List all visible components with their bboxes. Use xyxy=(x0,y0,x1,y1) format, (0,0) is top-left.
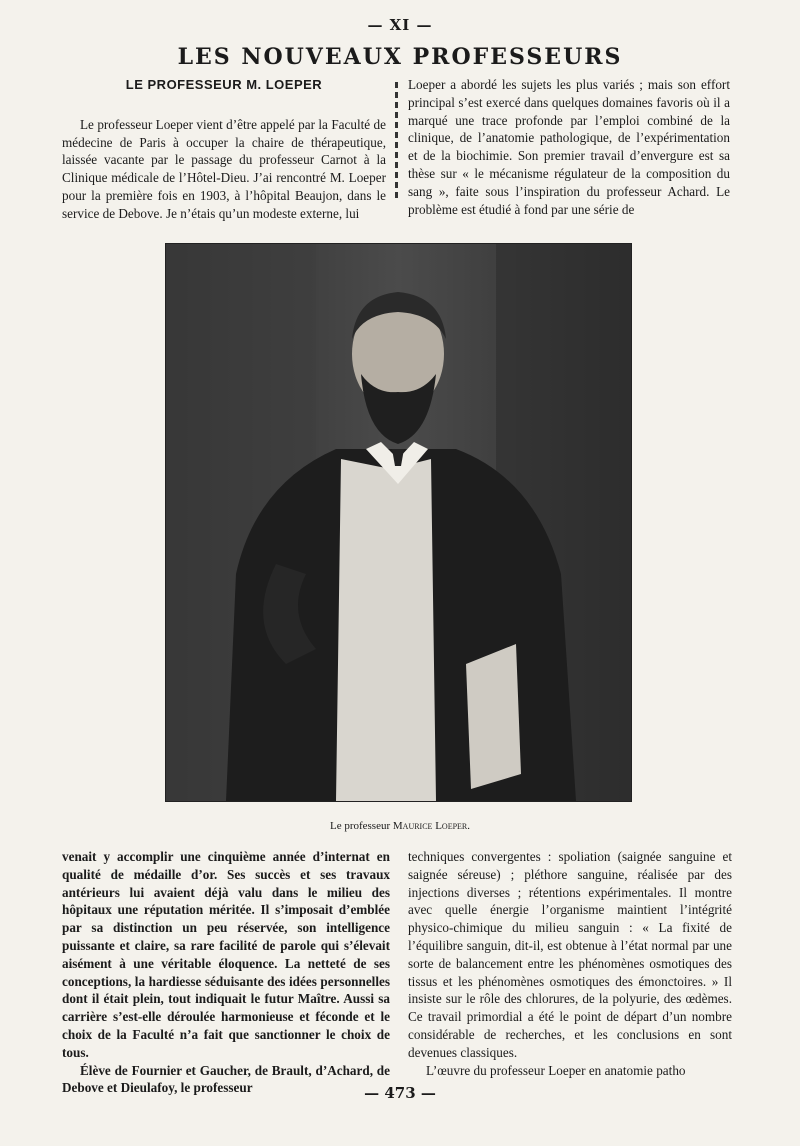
column-bottom-left xyxy=(62,848,390,1097)
column-bottom-right xyxy=(408,848,732,1079)
photo-caption xyxy=(0,820,800,832)
paragraph: venait y accomplir une cinquième année d’internat en qualité de médaille d’or. Ses succès et ses travaux antérieurs lui avaient déjà valu dans le milieu des hôpitaux une réputation méritée. Il s’imposait d’emblée par sa distinction un peu réservée, son intelligence puissante et claire, sa rare facilité de parole qui s’élevait aisément à une véritable éloquence. La netteté de ses conceptions, la hardiesse séduisante des idées personnelles dont il était plein, tout indiquait le futur Maître. Aussi sa carrière s’est-elle déroulée harmonieuse et féconde et le choix de la Faculté n’a fait que sanctionner le choix de tous. xyxy=(62,849,390,1060)
column-top-right xyxy=(408,76,730,218)
page-title: LES NOUVEAUX PROFESSEURS xyxy=(177,44,623,70)
paragraph: L’œuvre du professeur Loeper en anatomie patho xyxy=(426,1062,686,1078)
column-divider xyxy=(395,82,398,202)
article-subtitle: LE PROFESSEUR M. LOEPER xyxy=(125,77,323,92)
paragraph: Loeper a abordé les sujets les plus variés ; mais son effort principal s’est exercé dans quelques domaines favoris où il a marqué une trace profonde par l’emploi combiné de la clinique, de l’anatomie pathologique, de l’expérimentation et de la biochimie. Son premier travail d’envergure est sa thèse sur « le mécanisme régulateur de la composition du sang », faite sous l’inspiration du professeur Achard. Le problème est étudié à fond par une série de xyxy=(408,77,730,217)
page-number: — 473 — xyxy=(364,1084,436,1102)
page-roman-numeral: — XI — xyxy=(367,16,433,34)
paragraph: techniques convergentes : spoliation (saignée sanguine et saignée séreuse) ; pléthore sanguine, réalisée par des injections diverses ; rétentions expérimentales. Il montre avec quelle énergie l’organisme maintient l’intégrité physico-chimique du milieu sanguin : « La fixité de l’équilibre sanguin, dit-il, est obtenue à l’état normal par une sorte de balancement entre les phénomènes osmotiques des tissus et les phénomènes osmotiques des émonctoires. » Il insiste sur le rôle des chlorures, de la polyurie, des œdèmes. Ce travail primordial a été le point de départ d’un nombre considérable de recherches, et les conclusions en sont devenues classiques. xyxy=(408,849,732,1060)
paragraph: Élève de Fournier et Gaucher, de Brault, d’Achard, de Debove et Dieulafoy, le professeur xyxy=(62,1062,390,1096)
column-top-left xyxy=(62,76,386,223)
caption-prefix: Le professeur xyxy=(329,820,391,832)
paragraph: Le professeur Loeper vient d’être appelé par la Faculté de médecine de Paris à occuper la chaire de thérapeutique, laissée vacante par le passage du professeur Carnot à la Clinique médicale de l’Hôtel-Dieu. J’ai rencontré M. Loeper pour la première fois en 1903, à l’hôpital Beaujon, dans le service de Debove. Je n’étais qu’un modeste externe, lui xyxy=(62,116,386,221)
portrait-photo xyxy=(165,243,632,802)
caption-name: Maurice Loeper. xyxy=(392,820,471,832)
portrait-illustration xyxy=(166,244,631,801)
